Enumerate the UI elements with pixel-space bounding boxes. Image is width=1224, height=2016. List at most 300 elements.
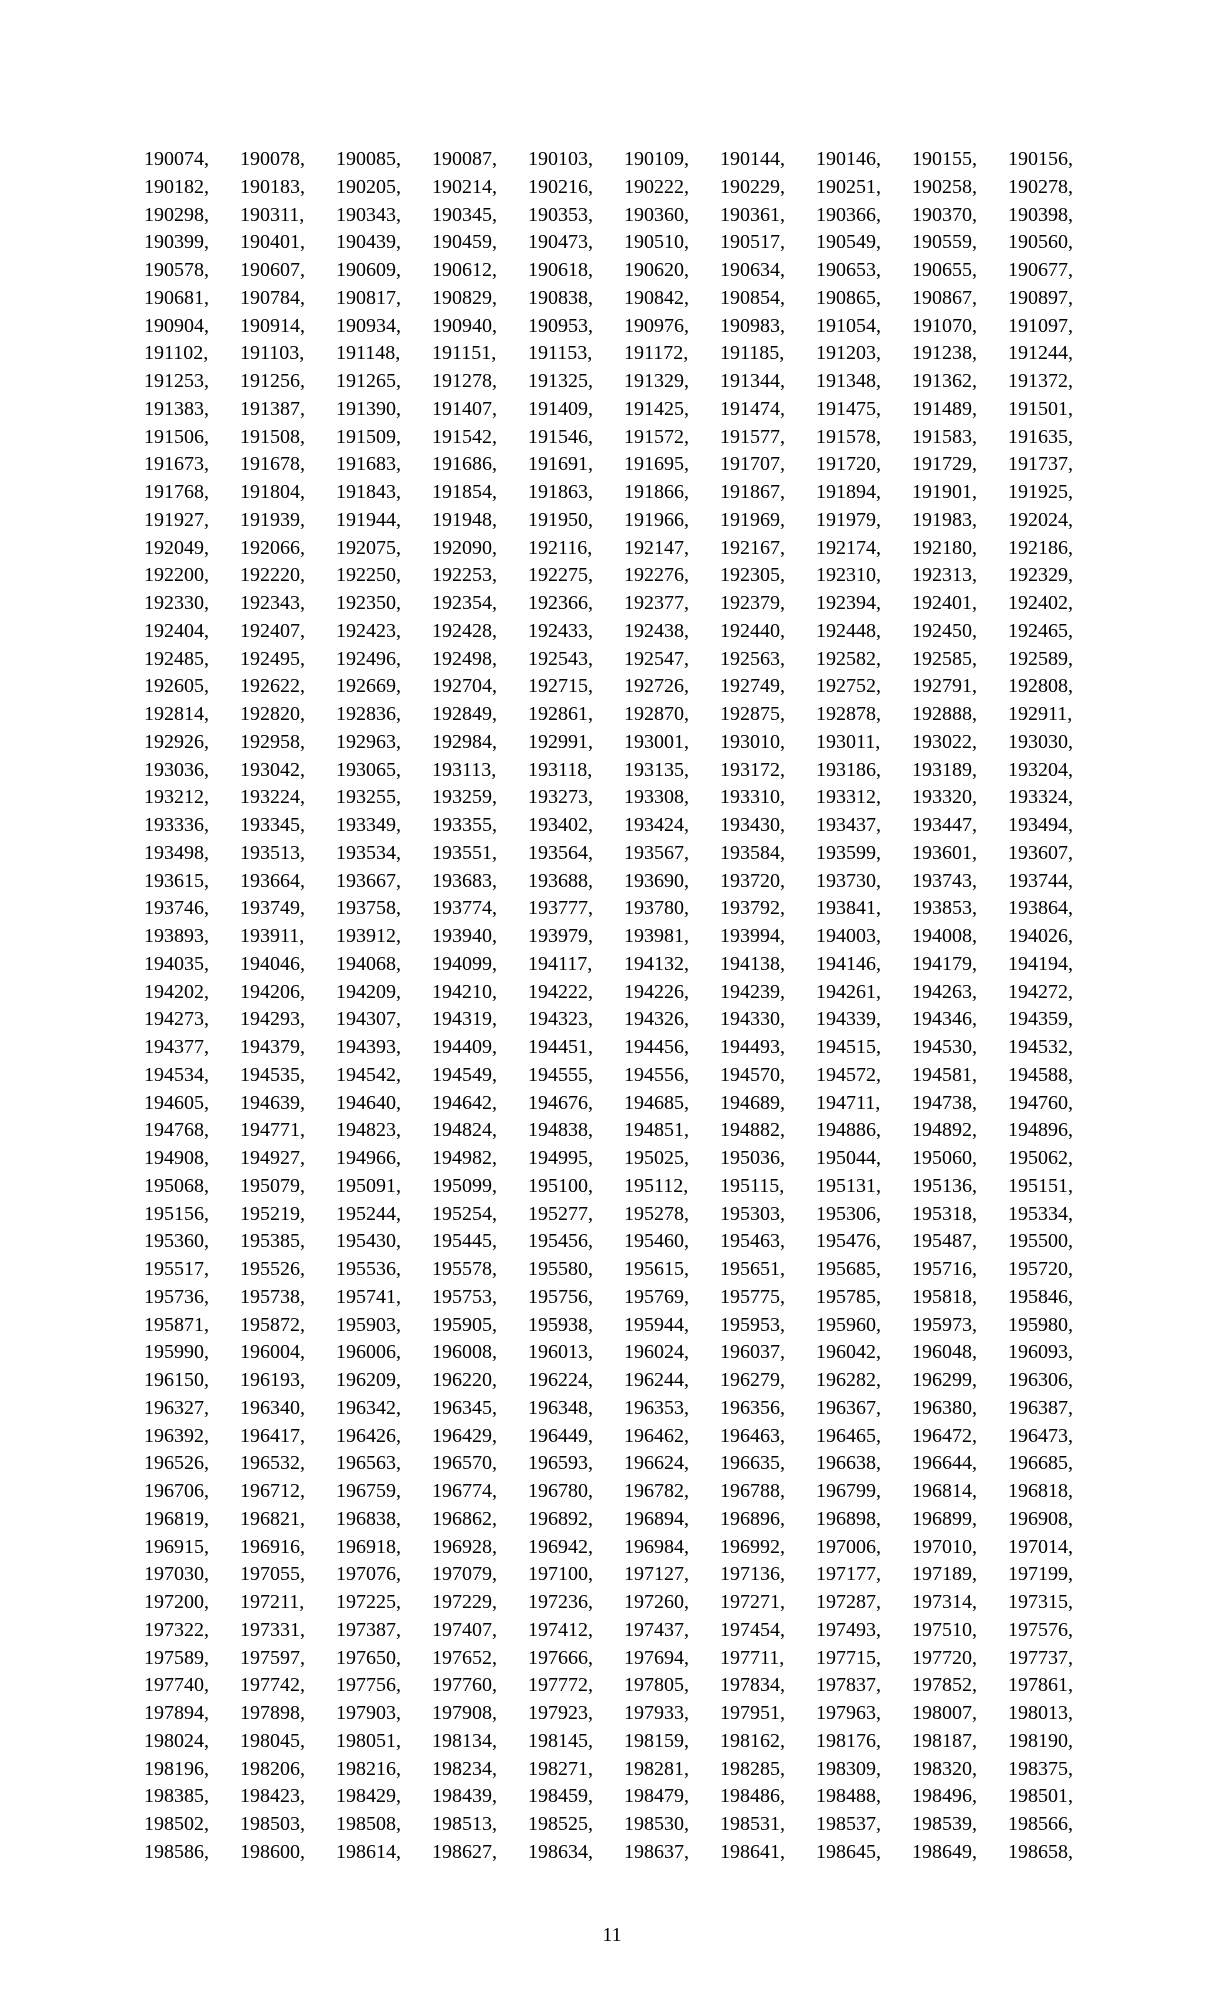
number-row (144, 646, 1104, 674)
number-entry: 191203, (816, 342, 881, 365)
number-row (144, 1589, 1104, 1617)
number-entry: 192250, (336, 564, 401, 587)
number-row (144, 1312, 1104, 1340)
number-entry: 191866, (624, 481, 689, 503)
number-entry: 196462, (624, 1424, 689, 1447)
number-entry: 193730, (816, 869, 881, 892)
number-entry: 190298, (144, 203, 209, 226)
number-entry: 190353, (528, 203, 593, 226)
number-entry: 196193, (240, 1369, 305, 1391)
number-entry: 196593, (528, 1452, 593, 1475)
number-entry: 197287, (816, 1591, 881, 1613)
number-entry: 191362, (912, 370, 977, 392)
number-entry: 190459, (432, 231, 497, 254)
number-entry: 196782, (624, 1480, 689, 1502)
number-entry: 193792, (720, 897, 785, 920)
number-entry: 195219, (240, 1202, 305, 1225)
number-entry: 196013, (528, 1341, 593, 1364)
number-entry: 191944, (336, 508, 401, 531)
number-entry: 194581, (912, 1063, 977, 1086)
number-entry: 195445, (432, 1230, 497, 1253)
number-entry: 196093, (1008, 1341, 1073, 1364)
number-entry: 198614, (336, 1840, 401, 1863)
number-entry: 195938, (528, 1313, 593, 1336)
number-entry: 198486, (720, 1785, 785, 1808)
number-entry: 193022, (912, 730, 977, 753)
number-entry: 191265, (336, 370, 401, 392)
number-entry: 194966, (336, 1147, 401, 1169)
number-entry: 193308, (624, 786, 689, 809)
number-entry: 192878, (816, 703, 881, 725)
number-entry: 192543, (528, 647, 593, 670)
number-entry: 191925, (1008, 481, 1073, 503)
number-row (144, 1506, 1104, 1534)
number-entry: 196327, (144, 1396, 209, 1419)
number-entry: 196042, (816, 1341, 881, 1364)
number-entry: 194132, (624, 952, 689, 975)
number-entry: 196004, (240, 1341, 305, 1364)
number-entry: 191867, (720, 481, 785, 503)
number-entry: 190345, (432, 203, 497, 226)
number-entry: 192808, (1008, 675, 1073, 698)
number-entry: 194549, (432, 1063, 497, 1086)
number-entry: 195960, (816, 1313, 881, 1336)
number-row (144, 590, 1104, 618)
number-entry: 192423, (336, 619, 401, 642)
number-row (144, 229, 1104, 257)
number-entry: 194117, (528, 952, 593, 975)
number-entry: 196818, (1008, 1480, 1073, 1502)
number-entry: 190983, (720, 314, 785, 337)
number-entry: 192991, (528, 730, 593, 753)
number-row (144, 1117, 1104, 1145)
number-entry: 196472, (912, 1424, 977, 1447)
number-entry: 191678, (240, 453, 305, 476)
number-entry: 197387, (336, 1618, 401, 1641)
number-entry: 194572, (816, 1063, 881, 1086)
number-entry: 190144, (720, 148, 785, 170)
number-row (144, 979, 1104, 1007)
number-entry: 192147, (624, 536, 689, 559)
number-entry: 196899, (912, 1507, 977, 1530)
number-entry: 192704, (432, 675, 497, 698)
number-entry: 195973, (912, 1313, 977, 1336)
number-entry: 192547, (624, 647, 689, 670)
number-entry: 193615, (144, 869, 209, 892)
number-row (144, 1756, 1104, 1784)
number-entry: 192310, (816, 564, 881, 587)
number-entry: 197852, (912, 1674, 977, 1697)
number-entry: 194293, (240, 1008, 305, 1031)
number-entry: 193065, (336, 758, 401, 781)
number-entry: 190074, (144, 148, 209, 170)
number-entry: 191475, (816, 397, 881, 420)
number-entry: 193534, (336, 841, 401, 864)
number-entry: 194640, (336, 1091, 401, 1114)
number-entry: 197271, (720, 1591, 785, 1613)
number-row (144, 562, 1104, 590)
number-entry: 197652, (432, 1646, 497, 1669)
number-entry: 194146, (816, 952, 881, 975)
number-entry: 194210, (432, 980, 497, 1003)
number-entry: 197740, (144, 1674, 209, 1697)
number-entry: 194379, (240, 1036, 305, 1058)
number-row (144, 285, 1104, 313)
number-entry: 196894, (624, 1507, 689, 1530)
number-entry: 197933, (624, 1702, 689, 1724)
number-entry: 196862, (432, 1507, 497, 1530)
number-entry: 196008, (432, 1341, 497, 1364)
number-entry: 198501, (1008, 1785, 1073, 1808)
number-entry: 195720, (1008, 1258, 1073, 1280)
number-entry: 190677, (1008, 259, 1073, 281)
number-entry: 194003, (816, 925, 881, 947)
number-entry: 191804, (240, 481, 305, 503)
number-entry: 193981, (624, 925, 689, 947)
number-entry: 196449, (528, 1424, 593, 1447)
number-entry: 193893, (144, 925, 209, 947)
number-entry: 191854, (432, 481, 497, 503)
number-entry: 190940, (432, 314, 497, 337)
number-entry: 191153, (528, 342, 593, 365)
number-entry: 192465, (1008, 619, 1073, 642)
number-entry: 193402, (528, 814, 593, 836)
number-entry: 191673, (144, 453, 209, 476)
number-entry: 190360, (624, 203, 689, 226)
number-entry: 194908, (144, 1147, 209, 1169)
number-entry: 196356, (720, 1396, 785, 1419)
number-entry: 190182, (144, 175, 209, 198)
number-entry: 194838, (528, 1119, 593, 1142)
number-entry: 196712, (240, 1480, 305, 1502)
number-row (144, 1256, 1104, 1284)
number-entry: 192585, (912, 647, 977, 670)
number-entry: 197454, (720, 1618, 785, 1641)
number-entry: 193336, (144, 814, 209, 836)
number-entry: 197737, (1008, 1646, 1073, 1669)
number-entry: 191148, (336, 342, 401, 365)
number-entry: 196150, (144, 1369, 209, 1391)
number-entry: 192605, (144, 675, 209, 698)
number-entry: 190854, (720, 286, 785, 309)
number-entry: 194263, (912, 980, 977, 1003)
number-entry: 191969, (720, 508, 785, 531)
number-entry: 190251, (816, 175, 881, 198)
number-entry: 198508, (336, 1813, 401, 1835)
number-entry: 197711, (720, 1646, 785, 1669)
number-entry: 190278, (1008, 175, 1073, 198)
number-entry: 193036, (144, 758, 209, 781)
number-entry: 198637, (624, 1840, 689, 1863)
number-entry: 191939, (240, 508, 305, 531)
number-row (144, 1145, 1104, 1173)
number-entry: 191372, (1008, 370, 1073, 392)
number-entry: 196799, (816, 1480, 881, 1502)
number-entry: 191501, (1008, 397, 1073, 420)
number-entry: 191894, (816, 481, 881, 503)
number-entry: 198162, (720, 1729, 785, 1752)
number-entry: 197200, (144, 1591, 209, 1613)
number-entry: 197837, (816, 1674, 881, 1697)
number-entry: 190620, (624, 259, 689, 281)
number-entry: 196279, (720, 1369, 785, 1391)
number-entry: 195871, (144, 1313, 209, 1336)
number-entry: 192313, (912, 564, 977, 587)
number-entry: 198216, (336, 1757, 401, 1780)
number-entry: 190510, (624, 231, 689, 254)
number-entry: 193664, (240, 869, 305, 892)
number-entry: 190607, (240, 259, 305, 281)
number-entry: 193498, (144, 841, 209, 864)
number-entry: 194685, (624, 1091, 689, 1114)
number-row (144, 1395, 1104, 1423)
number-entry: 191425, (624, 397, 689, 420)
number-entry: 196908, (1008, 1507, 1073, 1530)
number-row (144, 673, 1104, 701)
number-entry: 191683, (336, 453, 401, 476)
number-entry: 191238, (912, 342, 977, 365)
number-entry: 197315, (1008, 1591, 1073, 1613)
page-number: 11 (602, 1924, 622, 1946)
number-entry: 193010, (720, 730, 785, 753)
number-entry: 197076, (336, 1563, 401, 1586)
number-entry: 196942, (528, 1535, 593, 1558)
number-entry: 190976, (624, 314, 689, 337)
number-entry: 195903, (336, 1313, 401, 1336)
number-entry: 190865, (816, 286, 881, 309)
number-entry: 196465, (816, 1424, 881, 1447)
number-entry: 194451, (528, 1036, 593, 1058)
number-entry: 192875, (720, 703, 785, 725)
number-entry: 197903, (336, 1702, 401, 1724)
number-entry: 193940, (432, 925, 497, 947)
number-row (144, 340, 1104, 368)
number-entry: 190618, (528, 259, 593, 281)
number-entry: 191474, (720, 397, 785, 420)
number-entry: 196282, (816, 1369, 881, 1391)
number-entry: 193424, (624, 814, 689, 836)
number-entry: 192116, (528, 536, 593, 559)
number-entry: 192495, (240, 647, 305, 670)
number-entry: 198285, (720, 1757, 785, 1780)
number-entry: 192450, (912, 619, 977, 642)
number-entry: 191901, (912, 481, 977, 503)
number-entry: 190655, (912, 259, 977, 281)
number-entry: 195115, (720, 1174, 785, 1197)
number-entry: 195303, (720, 1202, 785, 1225)
number-entry: 196838, (336, 1507, 401, 1530)
number-entry: 194138, (720, 952, 785, 975)
number-entry: 192433, (528, 619, 593, 642)
number-entry: 195277, (528, 1202, 593, 1225)
number-entry: 192329, (1008, 564, 1073, 587)
number-entry: 198051, (336, 1729, 401, 1752)
number-entry: 196918, (336, 1535, 401, 1558)
number-entry: 194319, (432, 1008, 497, 1031)
number-entry: 197079, (432, 1563, 497, 1586)
number-entry: 193683, (432, 869, 497, 892)
number-entry: 198024, (144, 1729, 209, 1752)
number-entry: 194456, (624, 1036, 689, 1058)
number-entry: 190229, (720, 175, 785, 198)
number-entry: 198586, (144, 1840, 209, 1863)
number-entry: 192888, (912, 703, 977, 725)
number-entry: 197772, (528, 1674, 593, 1697)
number-entry: 196526, (144, 1452, 209, 1475)
number-entry: 197407, (432, 1618, 497, 1641)
number-entry: 193320, (912, 786, 977, 809)
number-entry: 192485, (144, 647, 209, 670)
number-entry: 198007, (912, 1702, 977, 1724)
number-entry: 193212, (144, 786, 209, 809)
number-entry: 191542, (432, 425, 497, 448)
number-entry: 196463, (720, 1424, 785, 1447)
number-entry: 190343, (336, 203, 401, 226)
number-entry: 192791, (912, 675, 977, 698)
number-entry: 195980, (1008, 1313, 1073, 1336)
number-entry: 196024, (624, 1341, 689, 1364)
number-entry: 192379, (720, 592, 785, 614)
number-entry: 198375, (1008, 1757, 1073, 1780)
number-entry: 198423, (240, 1785, 305, 1808)
number-entry: 196380, (912, 1396, 977, 1419)
number-entry: 193310, (720, 786, 785, 809)
number-entry: 196532, (240, 1452, 305, 1475)
number-entry: 190155, (912, 148, 977, 170)
number-row (144, 1450, 1104, 1478)
number-entry: 190370, (912, 203, 977, 226)
number-entry: 190953, (528, 314, 593, 337)
number-entry: 194534, (144, 1063, 209, 1086)
number-entry: 191583, (912, 425, 977, 448)
number-entry: 191256, (240, 370, 305, 392)
number-entry: 191489, (912, 397, 977, 420)
number-entry: 196635, (720, 1452, 785, 1475)
number-entry: 196563, (336, 1452, 401, 1475)
number-entry: 192836, (336, 703, 401, 725)
number-entry: 196429, (432, 1424, 497, 1447)
number-entry: 191966, (624, 508, 689, 531)
number-entry: 195580, (528, 1258, 593, 1280)
number-entry: 198539, (912, 1813, 977, 1835)
number-entry: 190842, (624, 286, 689, 309)
number-entry: 196814, (912, 1480, 977, 1502)
number-entry: 193601, (912, 841, 977, 864)
number-entry: 190934, (336, 314, 401, 337)
number-entry: 197260, (624, 1591, 689, 1613)
number-entry: 198503, (240, 1813, 305, 1835)
number-entry: 196644, (912, 1452, 977, 1475)
number-entry: 196992, (720, 1535, 785, 1558)
number-entry: 194892, (912, 1119, 977, 1142)
number-entry: 194273, (144, 1008, 209, 1031)
number-row (144, 1534, 1104, 1562)
number-entry: 194194, (1008, 952, 1073, 975)
number-entry: 198281, (624, 1757, 689, 1780)
number-entry: 194377, (144, 1036, 209, 1058)
number-entry: 197412, (528, 1618, 593, 1641)
number-entry: 193135, (624, 758, 689, 781)
number-entry: 193312, (816, 786, 881, 809)
number-entry: 193584, (720, 841, 785, 864)
number-entry: 198013, (1008, 1702, 1073, 1724)
number-entry: 193001, (624, 730, 689, 753)
number-entry: 195254, (432, 1202, 497, 1225)
number-entry: 190205, (336, 175, 401, 198)
number-entry: 190517, (720, 231, 785, 254)
number-entry: 194222, (528, 980, 593, 1003)
number-entry: 197199, (1008, 1563, 1073, 1586)
number-entry: 193780, (624, 897, 689, 920)
number-entry: 193911, (240, 925, 305, 947)
number-entry: 192253, (432, 564, 497, 587)
number-entry: 195905, (432, 1313, 497, 1336)
number-entry: 195736, (144, 1285, 209, 1308)
number-entry: 197211, (240, 1591, 305, 1613)
number-entry: 192749, (720, 675, 785, 698)
number-entry: 191102, (144, 342, 209, 365)
number-entry: 190838, (528, 286, 593, 309)
number-entry: 191729, (912, 453, 977, 476)
number-entry: 191407, (432, 397, 497, 420)
number-entry: 191578, (816, 425, 881, 448)
number-entry: 192075, (336, 536, 401, 559)
number-entry: 194530, (912, 1036, 977, 1058)
number-entry: 191325, (528, 370, 593, 392)
number-entry: 191546, (528, 425, 593, 448)
number-entry: 196706, (144, 1480, 209, 1502)
number-entry: 197225, (336, 1591, 401, 1613)
number-row (144, 1201, 1104, 1229)
number-entry: 192984, (432, 730, 497, 753)
number-entry: 198176, (816, 1729, 881, 1752)
number-entry: 196759, (336, 1480, 401, 1502)
number-entry: 193567, (624, 841, 689, 864)
number-entry: 196353, (624, 1396, 689, 1419)
number-entry: 196473, (1008, 1424, 1073, 1447)
number-entry: 195685, (816, 1258, 881, 1280)
number-entry: 195385, (240, 1230, 305, 1253)
number-entry: 190914, (240, 314, 305, 337)
number-entry: 196048, (912, 1341, 977, 1364)
number-entry: 193746, (144, 897, 209, 920)
number-entry: 198190, (1008, 1729, 1073, 1752)
number-entry: 194202, (144, 980, 209, 1003)
number-entry: 197963, (816, 1702, 881, 1724)
number-entry: 192752, (816, 675, 881, 698)
number-entry: 195536, (336, 1258, 401, 1280)
number-entry: 195741, (336, 1285, 401, 1308)
number-entry: 198627, (432, 1840, 497, 1863)
number-entry: 190311, (240, 203, 305, 226)
number-entry: 195091, (336, 1174, 401, 1197)
number-entry: 190559, (912, 231, 977, 254)
number-entry: 194639, (240, 1091, 305, 1114)
number-entry: 193994, (720, 925, 785, 947)
number-entry: 194393, (336, 1036, 401, 1058)
number-entry: 193743, (912, 869, 977, 892)
number-row (144, 451, 1104, 479)
number-entry: 195318, (912, 1202, 977, 1225)
number-entry: 190653, (816, 259, 881, 281)
number-entry: 196006, (336, 1341, 401, 1364)
number-entry: 197229, (432, 1591, 497, 1613)
number-entry: 192350, (336, 592, 401, 614)
number-entry: 192726, (624, 675, 689, 698)
number-entry: 192186, (1008, 536, 1073, 559)
number-entry: 194272, (1008, 980, 1073, 1003)
number-entry: 194261, (816, 980, 881, 1003)
